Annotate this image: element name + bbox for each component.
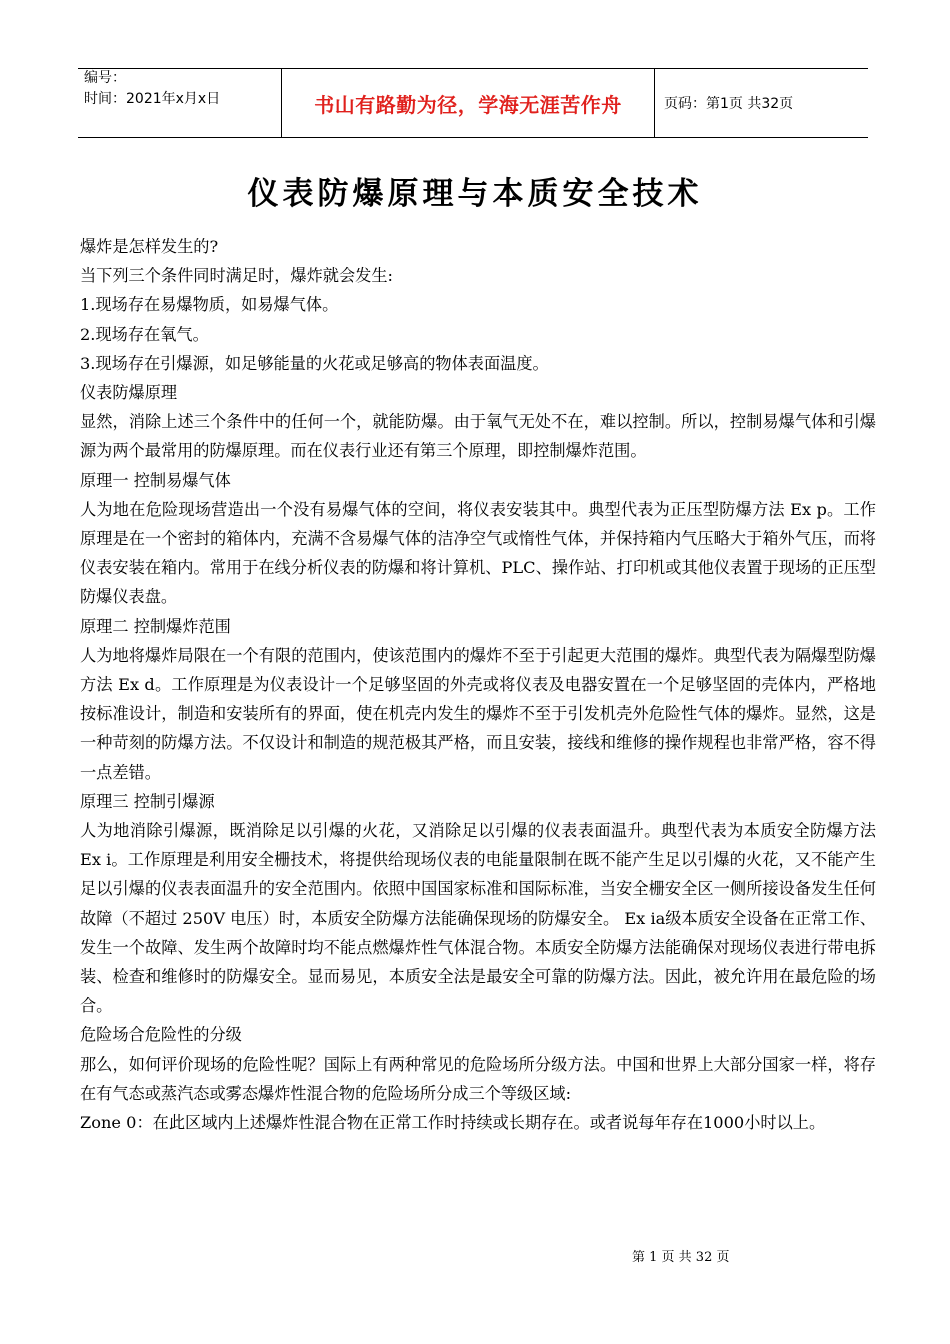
paragraph: 3.现场存在引爆源，如足够能量的火花或足够高的物体表面温度。 <box>80 353 549 373</box>
page-title: 仪表防爆原理与本质安全技术 <box>247 176 703 212</box>
paragraph: 人为地在危险现场营造出一个没有易爆气体的空间，将仪表安装其中。典型代表为正压型防爆方法 Ex p。工作原理是在一个密封的箱体内，充满不含易爆气体的洁净空气或惰性气体，并保持箱内气压略大于箱外气压，而将仪表安装在箱内。常用于在线分析仪表的防爆和将计算机、PLC、操作站、打印机或其他仪表置于现场的正压型防爆仪表盘。 <box>80 499 876 607</box>
paragraph: 1.现场存在易爆物质，如易爆气体。 <box>80 295 339 315</box>
document-body <box>80 232 876 1137</box>
number-label: 编号： <box>84 70 126 86</box>
paragraph: 2.现场存在氧气。 <box>80 324 209 344</box>
section-heading: 原理三 控制引爆源 <box>80 791 215 811</box>
paragraph: 那么，如何评价现场的危险性呢？国际上有两种常见的危险场所分级方法。中国和世界上大部分国家一样，将存在有气态或蒸汽态或雾态爆炸性混合物的危险场所分成三个等级区域: <box>80 1054 876 1103</box>
paragraph: 人为地消除引爆源，既消除足以引爆的火花，又消除足以引爆的仪表表面温升。典型代表为本质安全防爆方法 Ex i。工作原理是利用安全栅技术，将提供给现场仪表的电能量限制在既不能产生足以引爆的火花，又不能产生足以引爆的仪表表面温升的安全范围内。依照中国国家标准和国际标准，当安全栅安全区一侧所接设备发生任何故障（不超过 250V 电压）时，本质安全防爆方法能确保现场的防爆安全。 Ex ia级本质安全设备在正常工作、发生一个故障、发生两个故障时均不能点燃爆炸性气体混合物。本质安全防爆方法能确保对现场仪表进行带电拆装、检查和维修时的防爆安全。显而易见，本质安全法是最安全可靠的防爆方法。因此，被允许用在最危险的场合。 <box>80 821 876 1016</box>
header-table <box>78 68 868 138</box>
paragraph: 爆炸是怎样发生的? <box>80 237 219 256</box>
header-left-cell <box>78 55 281 123</box>
paragraph: Zone 0：在此区域内上述爆炸性混合物在正常工作时持续或长期存在。或者说每年存在1000小时以上。 <box>80 1113 826 1133</box>
date-label: 时间：2021年x月x日 <box>84 91 221 107</box>
page-footer: 第 1 页 共 32 页 <box>632 1250 730 1265</box>
section-heading: 仪表防爆原理 <box>80 383 178 403</box>
section-heading: 原理二 控制爆炸范围 <box>80 616 231 636</box>
paragraph: 当下列三个条件同时满足时，爆炸就会发生: <box>80 266 394 286</box>
paragraph: 人为地将爆炸局限在一个有限的范围内，使该范围内的爆炸不至于引起更大范围的爆炸。典型代表为隔爆型防爆方法 Ex d。工作原理是为仪表设计一个足够坚固的外壳或将仪表及电器安置在一个足够坚固的壳体内，严格地按标准设计，制造和安装所有的界面，使在机壳内发生的爆炸不至于引发机壳外危险性气体的爆炸。显然，这是一种苛刻的防爆方法。不仅设计和制造的规范极其严格，而且安装，接线和维修的操作规程也非常严格，容不得一点差错。 <box>80 645 876 782</box>
page-info: 页码：第1页 共32页 <box>664 96 794 112</box>
paragraph: 显然，消除上述三个条件中的任何一个，就能防爆。由于氧气无处不在，难以控制。所以，控制易爆气体和引爆源为两个最常用的防爆原理。而在仪表行业还有第三个原理，即控制爆炸范围。 <box>80 412 876 461</box>
motto: 书山有路勤为径，学海无涯苦作舟 <box>281 69 655 137</box>
section-heading: 原理一 控制易爆气体 <box>80 470 231 490</box>
section-heading: 危险场合危险性的分级 <box>80 1025 242 1045</box>
